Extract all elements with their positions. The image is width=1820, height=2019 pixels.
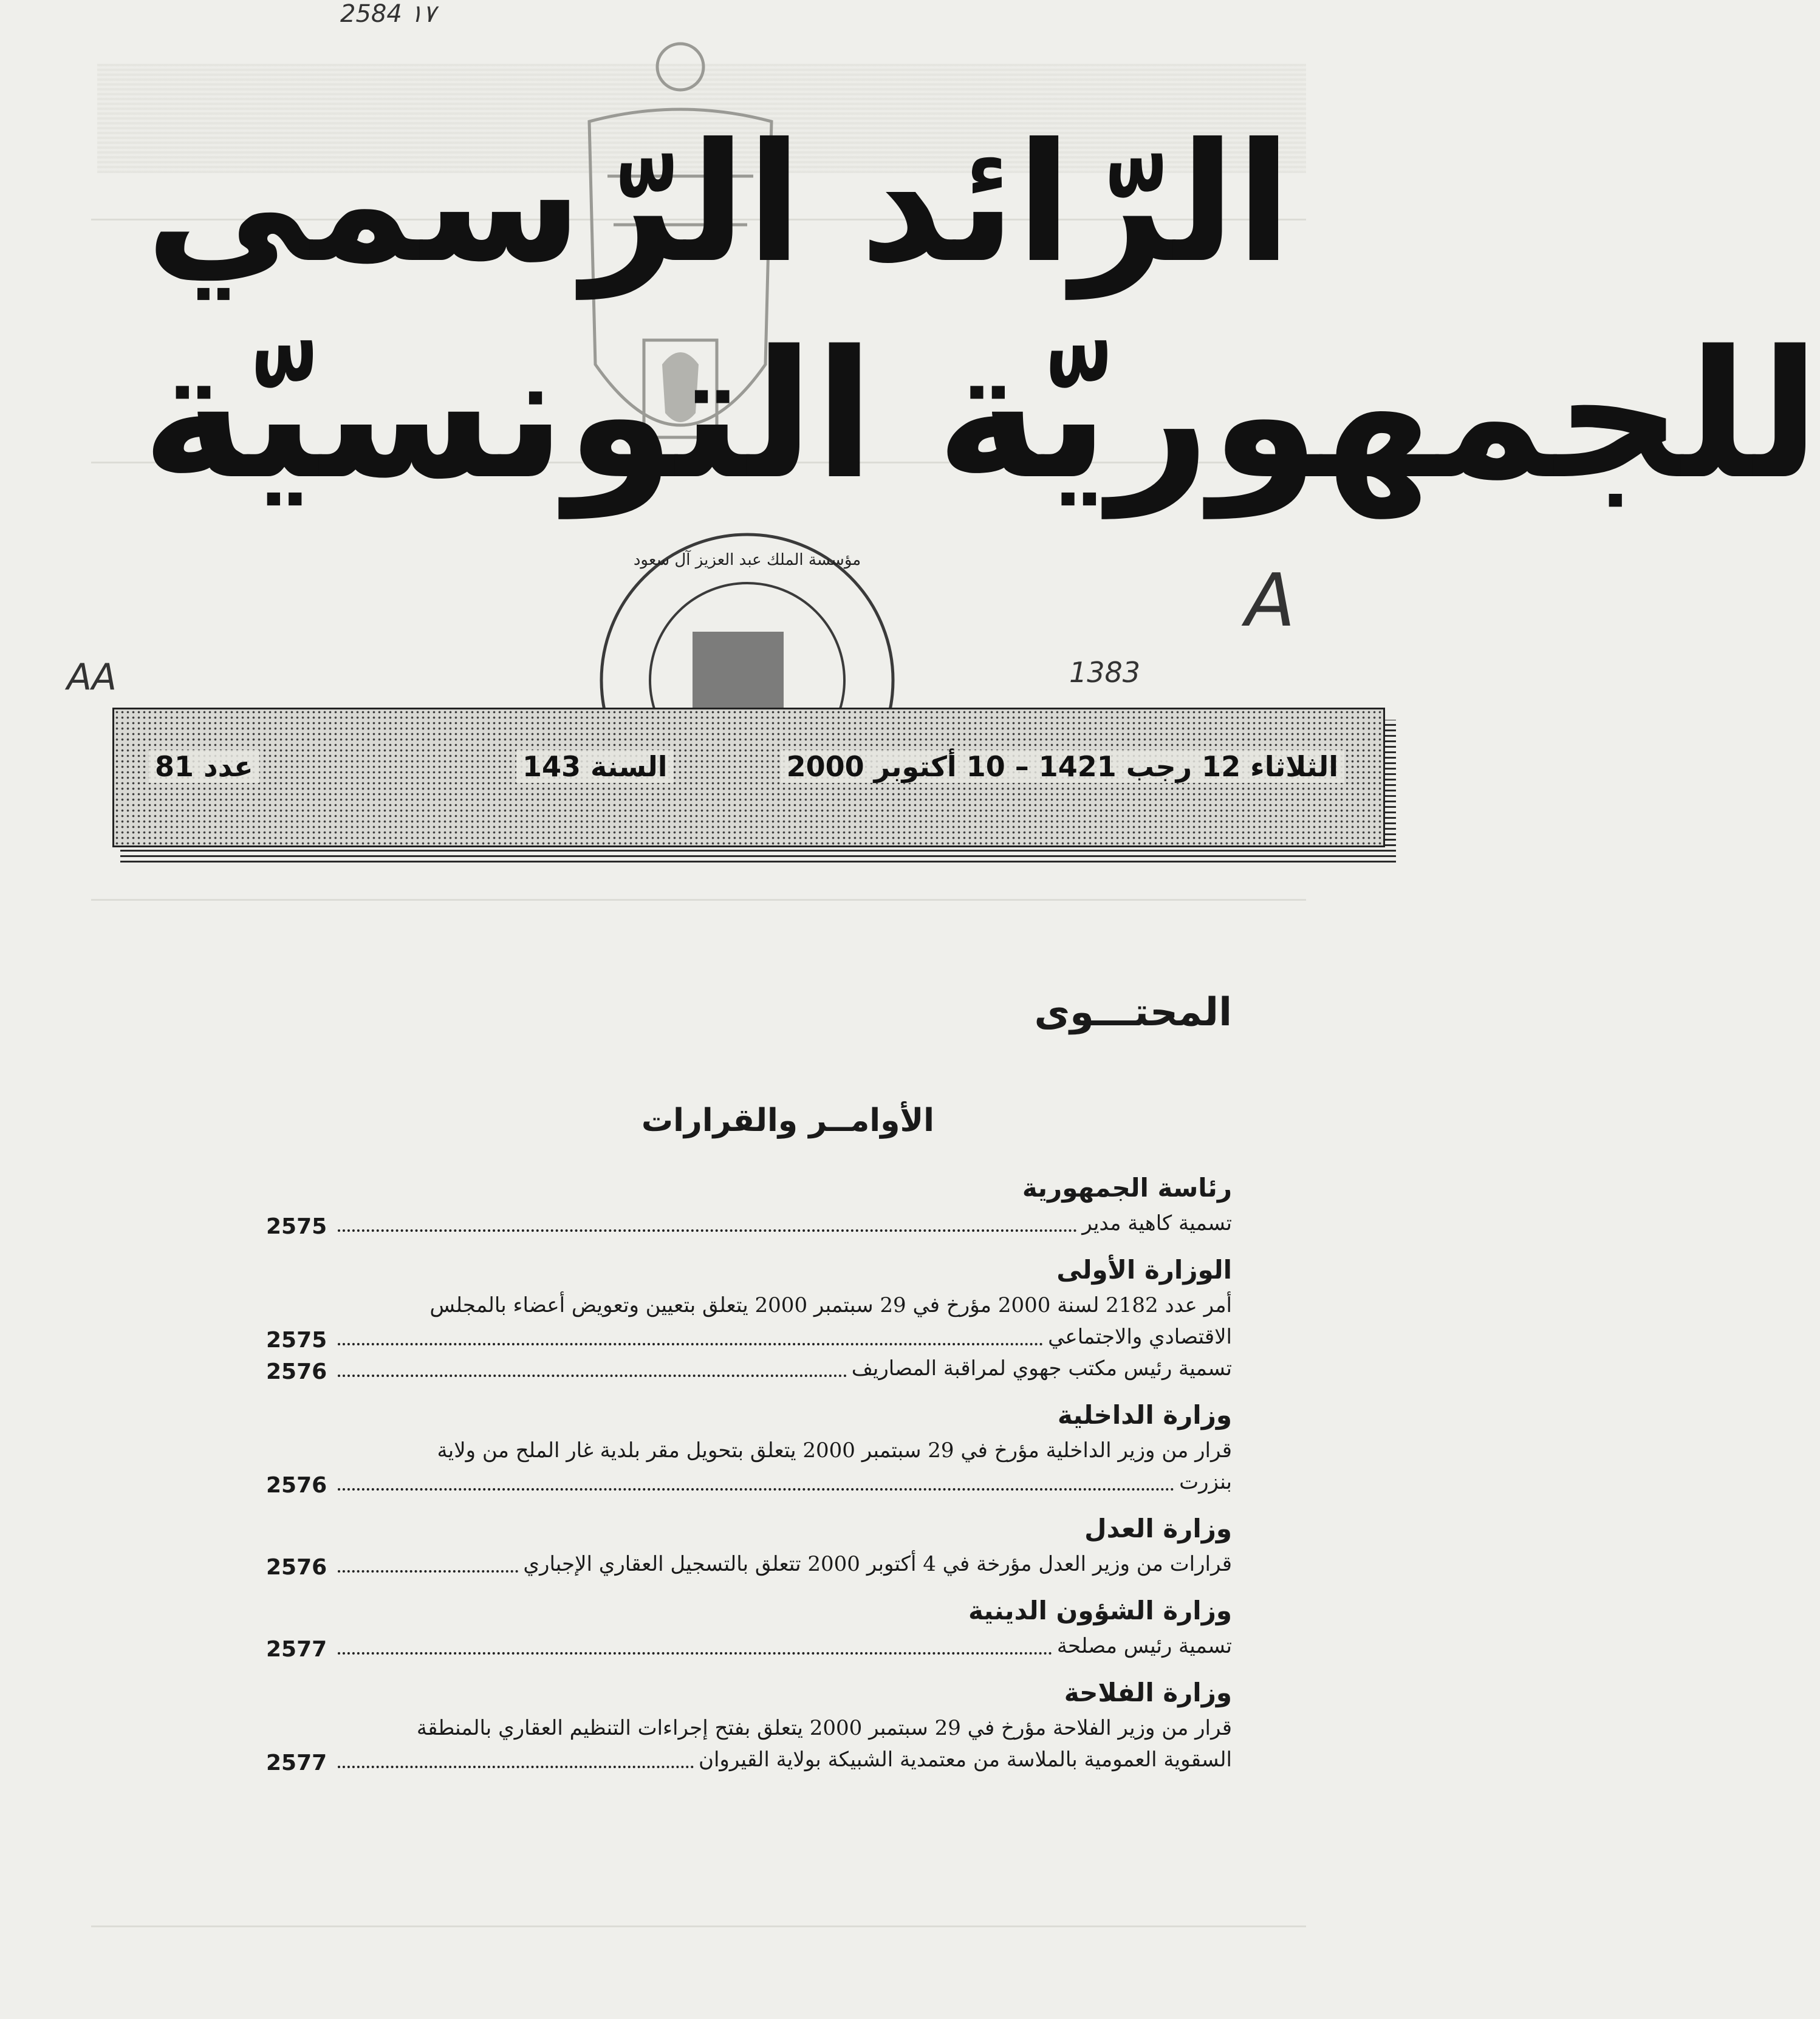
- leader-dots: [338, 1488, 1174, 1491]
- toc-entry[interactable]: [266, 1321, 1232, 1353]
- page-number: 2575: [266, 1328, 327, 1353]
- contents-subheading: الأوامــر والقرارات: [641, 1102, 934, 1139]
- section-title: وزارة الفلاحة: [1064, 1678, 1232, 1707]
- toc-entry[interactable]: [266, 1548, 1232, 1580]
- entry-text: بنزرت: [1179, 1470, 1232, 1494]
- page-number: 2575: [266, 1214, 327, 1239]
- contents-heading: المحتـــوى: [1034, 990, 1232, 1035]
- entry-text: السقوية العمومية بالملاسة من معتمدية الشبيكة بولاية القيروان: [698, 1747, 1232, 1772]
- toc-entry[interactable]: [266, 1630, 1232, 1662]
- leader-dots: [338, 1229, 1077, 1232]
- handwritten-mid: 1383: [1069, 656, 1141, 689]
- stamp-text-1: مؤسسة الملك عبد العزيز آل سعود: [633, 551, 861, 569]
- masthead-title-line1: الرّائد الرّسمي: [145, 108, 1292, 299]
- issue-year: السنة 143: [516, 750, 674, 783]
- issue-number: عدد 81: [149, 750, 259, 783]
- leader-dots: [338, 1343, 1043, 1345]
- leader-dots: [338, 1375, 847, 1377]
- issue-date: الثلاثاء 12 رجب 1421 – 10 أكتوبر 2000: [781, 750, 1344, 783]
- page-number: 2577: [266, 1751, 327, 1775]
- page-number: 2576: [266, 1359, 327, 1384]
- toc-entry[interactable]: [266, 1466, 1232, 1498]
- section-title: الوزارة الأولى: [1056, 1255, 1232, 1285]
- entry-text: قرارات من وزير العدل مؤرخة في 4 أكتوبر 2000 تتعلق بالتسجيل العقاري الإجباري: [523, 1552, 1232, 1576]
- table-of-contents: [266, 1157, 1232, 1775]
- toc-entry[interactable]: [266, 1353, 1232, 1384]
- handwritten-right: A: [1245, 559, 1296, 643]
- bleed-line: [91, 1925, 1306, 1927]
- entry-text: قرار من وزير الفلاحة مؤرخ في 29 سبتمبر 2000 يتعلق بفتح إجراءات التنظيم العقاري بالمنطقة: [416, 1716, 1232, 1740]
- handwritten-top: 2584 ١٧: [340, 0, 436, 28]
- bleed-line: [91, 899, 1306, 901]
- section-title: رئاسة الجمهورية: [1022, 1173, 1232, 1203]
- masthead-title-line2: للجمهوريّة التونسيّة: [142, 313, 1820, 518]
- section-title: وزارة العدل: [1084, 1514, 1232, 1543]
- entry-text: تسمية كاهية مدير: [1082, 1211, 1232, 1235]
- entry-text: تسمية رئيس مصلحة: [1056, 1634, 1232, 1658]
- entry-text: قرار من وزير الداخلية مؤرخ في 29 سبتمبر 2000 يتعلق بتحويل مقر بلدية غار الملح من ولاية: [437, 1438, 1232, 1463]
- toc-entry[interactable]: [266, 1744, 1232, 1775]
- handwritten-left: AA: [67, 656, 117, 699]
- section-title: وزارة الشؤون الدينية: [968, 1596, 1232, 1625]
- page-number: 2577: [266, 1637, 327, 1662]
- section-title: وزارة الداخلية: [1057, 1400, 1232, 1430]
- page-number: 2576: [266, 1473, 327, 1498]
- leader-dots: [338, 1652, 1052, 1655]
- entry-text: تسمية رئيس مكتب جهوي لمراقبة المصاريف: [851, 1356, 1232, 1381]
- leader-dots: [338, 1570, 518, 1573]
- toc-entry[interactable]: [266, 1208, 1232, 1239]
- page-number: 2576: [266, 1555, 327, 1580]
- entry-text: أمر عدد 2182 لسنة 2000 مؤرخ في 29 سبتمبر 2000 يتعلق بتعيين وتعويض أعضاء بالمجلس: [429, 1293, 1232, 1317]
- entry-text: الاقتصادي والاجتماعي: [1048, 1325, 1232, 1349]
- leader-dots: [338, 1766, 694, 1768]
